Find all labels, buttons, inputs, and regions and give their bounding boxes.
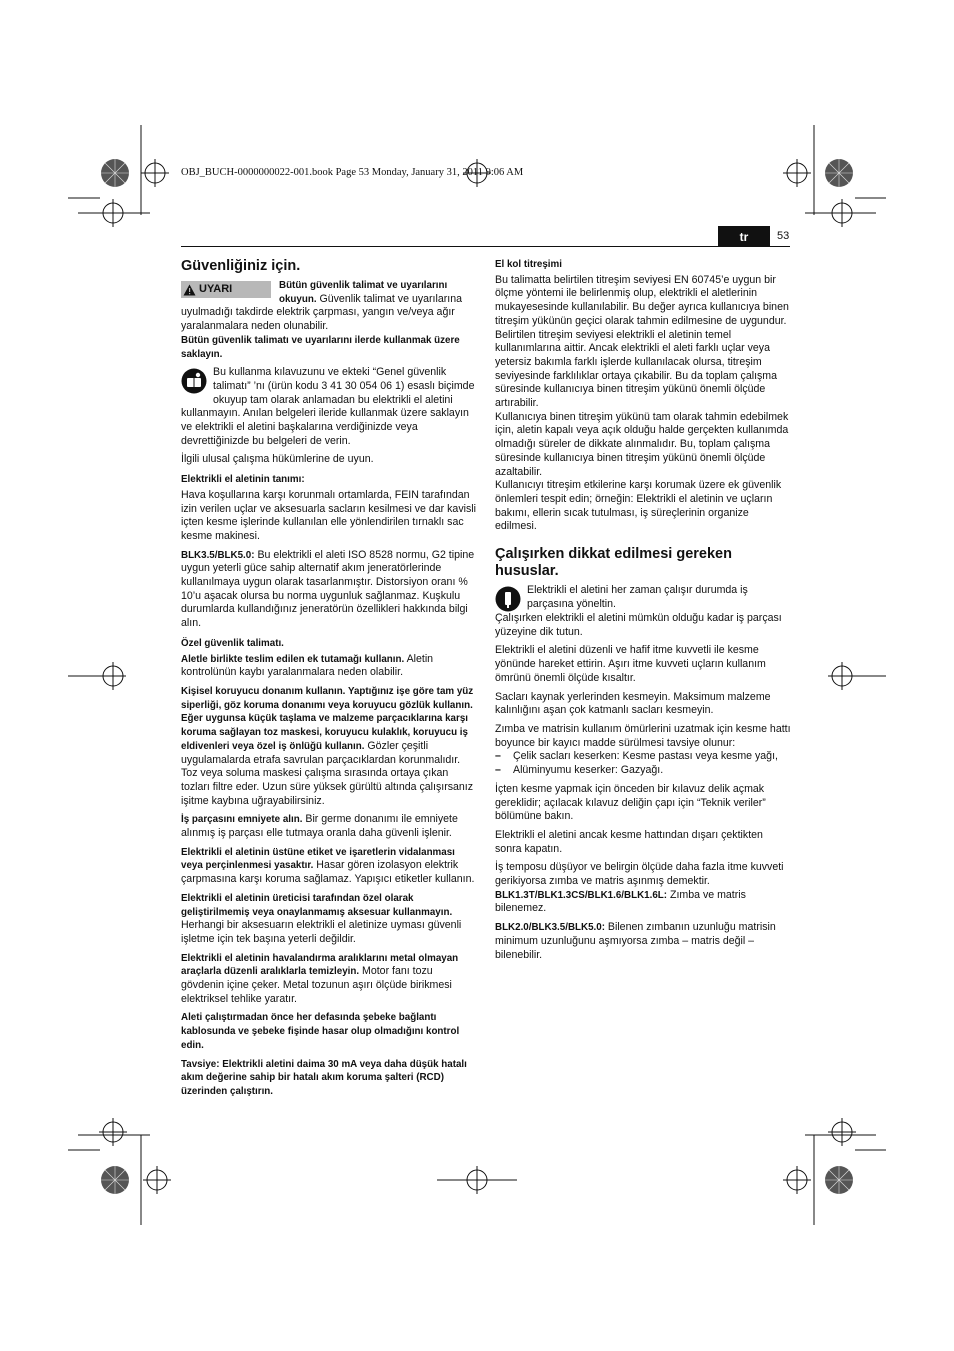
work-5: Zımba ve matrisin kullanım ömürlerini uzatmak için kesme hattı boyunce bir kayıcı madde sürülmesi tavsiye olunur:: [495, 722, 791, 749]
heading-description: Elektrikli el aletinin tanımı:: [181, 474, 305, 486]
safety-1-bold: Aletle birlikte teslim edilen ek tutamağı kullanın.: [181, 653, 405, 665]
safety-4-text: Hasar gören izolasyon elektrik çarpmasına karşı koruma sağlamaz. Yapışıcı etiketler kullanın.: [181, 859, 475, 886]
safety-3-bold: İş parçasını emniyete alın.: [181, 814, 303, 826]
warning-bold: Bütün güvenlik talimat ve uyarılarını okuyun.: [279, 280, 448, 305]
header-rule: [181, 246, 790, 247]
safety-5-text: Herhangi bir aksesuarın elektrikli el aletinize uyması güvenli işletme için tek başına yeterli değildir.: [181, 919, 462, 945]
manual-block: [181, 366, 476, 453]
work-9-bold: BLK1.3T/BLK1.3CS/BLK1.6/BLK1.6L:: [495, 889, 668, 901]
section-title-working: Çalışırken dikkat edilmesi gereken hususlar.: [495, 546, 732, 580]
work-9-text: Zımba ve matris bilenemez.: [495, 888, 746, 915]
warning-block: [181, 279, 476, 334]
page-number: 53: [777, 230, 790, 242]
print-slug: OBJ_BUCH-0000000022-001.book Page 53 Monday, January 31, 2011 9:06 AM: [181, 167, 524, 178]
safety-7-bold: Aleti çalıştırmadan önce her defasında şebeke bağlantı kablosunda ve şebeke fişinde hasar olup olmadığını kontrol edin.: [181, 1012, 460, 1051]
safety-1-text: Aletin kontrolünün kaybı yaralanmalara neden olabilir.: [181, 652, 434, 679]
section-title-safety: Güvenliğiniz için.: [181, 258, 301, 274]
read-manual-icon: [181, 368, 207, 394]
heading-vibration: El kol titreşimi: [495, 259, 562, 270]
left-column: [181, 258, 476, 1104]
tool-direction-icon: [495, 586, 521, 612]
work-10-bold: BLK2.0/BLK3.5/BLK5.0:: [495, 922, 605, 934]
work-7: Elektrikli el aletini ancak kesme hattından dışarı çektikten sonra kapatın.: [495, 828, 763, 855]
manual-text: Bu kullanma kılavuzunu ve ekteki “Genel güvenlik talimatı” ’nı (ürün kodu 3 41 30 054 06 1) esaslı biçimde okuyup tam olarak anlamadan bu elektrikli el aletini kullanmayın. Anılan belgeleri ileride kullanmak üzere saklayın ve elektrikli el aletini başkalarına verdiğinizde veya devrettiğinizde bu belgeleri de verin.: [181, 366, 475, 447]
work-2: Çalışırken elektrikli el aletini mümkün olduğu kadar iş parçası yüzeyine dik tutun.: [495, 612, 782, 638]
vibration-p1: Bu talimatta belirtilen titreşim seviyesi EN 60745’e uygun bir ölçme yöntemi ile belirlenmiş olup, elektrikli el aletlerinin mukayesesinde kullanılabilir. Bu değer ayrıca kullanıcıya binen titreşim yükünün geçici olarak tahmin edilmesine de uygundur.: [495, 273, 789, 327]
warning-label: UYARI: [181, 281, 271, 298]
warning-text: Güvenlik talimat ve uyarılarına uyulmadığı takdirde elektrik çarpması, yangın ve/veya ağır yaralanmalara neden olunabilir.: [181, 292, 462, 333]
national-rules: İlgili ulusal çalışma hükümlerine de uyun.: [181, 453, 374, 466]
work-8: İş temposu düşüyor ve belirgin ölçüde daha fazla itme kuvveti gerikiyorsa zımba ve matris aşınmış demektir.: [495, 861, 784, 888]
work-1: Elektrikli el aletini her zaman çalışır durumda iş parçasına yöneltin.: [527, 584, 748, 610]
safety-6-bold: Elektrikli el aletinin havalandırma aralıklarını metal olmayan araçlarla düzenli aralıklarla temizleyin.: [181, 952, 459, 978]
right-column: [495, 258, 791, 967]
work-4: Sacları kaynak yerlerinden kesmeyin. Maksimum malzeme kalınlığını aşan çok katmanlı sacları kesmeyin.: [495, 690, 771, 717]
safety-4-bold: Elektrikli el aletinin üstüne etiket ve işaretlerin vidalanması veya perçinlenmesi yasaktır.: [181, 846, 455, 872]
language-badge: tr: [718, 226, 770, 247]
work-direction-block: [495, 584, 791, 612]
safety-2-bold: Kişisel koruyucu donanım kullanın. Yaptığınız işe göre tam yüz siperliği, göz koruma donanımı veya koruyucu gözlük kullanın. Eğer uygunsa küçük taşlama ve malzeme parçacıklarına karşı koruma sağlayan toz maskesi, koruyucu kulaklık, koruyucu iş eldivenleri veya özel iş önlüğü kullanın.: [181, 685, 474, 752]
warning-triangle-icon: [183, 284, 196, 296]
lubricant-item-steel: – Çelik sacları keserken: Kesme pastası veya kesme yağı,: [495, 750, 778, 763]
vibration-p3: Kullanıcıya binen titreşim yükünü tam olarak tahmin edebilmek için, aletin kapalı veya açık olduğu halde gerçekten kullanımda olmadığı süreler de dikkate alınmalıdır. Bu, toplam çalışma süresinde kullanıcıya binen titreşim yükünü önemli ölçüde azaltabilir.: [495, 410, 789, 478]
heading-special-safety: Özel güvenlik talimatı.: [181, 637, 284, 649]
safety-8-bold: Tavsiye: Elektrikli aletini daima 30 mA veya daha düşük hatalı akım değerine sahip bir hatalı akım koruma şalteri (RCD) üzerinden çalıştırın.: [181, 1058, 467, 1097]
safety-5-bold: Elektrikli el aletinin üreticisi tarafından özel olarak geliştirilmemiş veya onaylanmamış aksesuar kullanmayın.: [181, 892, 453, 918]
work-6: İçten kesme yapmak için önceden bir kılavuz delik açmak gereklidir; açılacak kılavuz deliğin çapı için “Teknik veriler” bölümüne bakın.: [495, 782, 766, 823]
blk-generator-text: Bu elektrikli el aleti ISO 8528 normu, G2 tipine uygun yeterli güce sahip alternatif akım jeneratörlerinde kullanılmaya uygun olarak tasarlanmıştır. Distorsiyon oranı % 10’u aşacak olursa bu norma uygunluk sağlanmaz. Kuşkulu durumlarda kullandığınız jeneratörün özellikleri hakkında bilgi alın.: [181, 548, 475, 630]
lubricant-item-aluminium: – Alüminyumu keserker: Gazyağı.: [495, 764, 664, 777]
vibration-p2: Belirtilen titreşim seviyesi elektrikli el aletinin temel kullanımlarına aittir. Ancak elektrikli el aleti farklı uçlar veya yetersiz bakımla farklı işlerde kullanılacak olursa, titreşim seviyesinde farklılıklar ortaya çıkabilir. Bu da toplam çalışma süresinde kullanıcıya binen titreşim yükünü önemli ölçüde artırabilir.: [495, 328, 778, 410]
work-3: Elektrikli el aletini düzenli ve hafif itme kuvvetli ile kesme yönünde hareket ettirin. Aşırı itme kuvveti uçların kullanım ömrünü önemli ölçüde kısaltır.: [495, 644, 766, 684]
blk-model-label: BLK3.5/BLK5.0:: [181, 549, 255, 561]
safety-2-text: Gözler çeşitli uygulamalarda etrafa savrulan parçacıklardan korunmalıdır. Toz veya soluma maskesi çalışma sırasında ortaya çıkan tozları filtre eder. Uzun süre yüksek gürültü altında çalışırsanız işitme kaybına uğrayabilirsiniz.: [181, 739, 474, 807]
description-text: Hava koşullarına karşı korunmalı ortamlarda, FEIN tarafından izin verilen uçlar ve aksesuarla sacların kesilmesi ve dar kavisli içten kesme işlerinde kullanılan elle yönlendirilen tırnaklı sac kesme makinesi.: [181, 488, 476, 542]
safety-6-text: Motor fanı tozu gövdenin içine çeker. Metal tozunun aşırı ölçüde birikmesi elektriksel tehlike yaratır.: [181, 965, 452, 1005]
work-10-text: Bilenen zımbanın uzunluğu matrisin minimum uzunluğunu aşmıyorsa zımba – matris değil – bilenebilir.: [495, 921, 776, 961]
safety-3-text: Bir germe donanımı ile emniyete alınmış iş parçası elle tutmaya oranla daha güvenli işlenir.: [181, 813, 458, 840]
keep-instructions: Bütün güvenlik talimatı ve uyarılarını ilerde kullanmak üzere saklayın.: [181, 334, 460, 360]
vibration-p4: Kullanıcıyı titreşim etkilerine karşı korumak üzere ek güvenlik önlemleri tespit edin; örneğin: Elektrikli el aletinin ve uçların bakımı, ellerin sıcak tutulması, iş süreçlerinin organize edilmesi.: [495, 479, 782, 533]
